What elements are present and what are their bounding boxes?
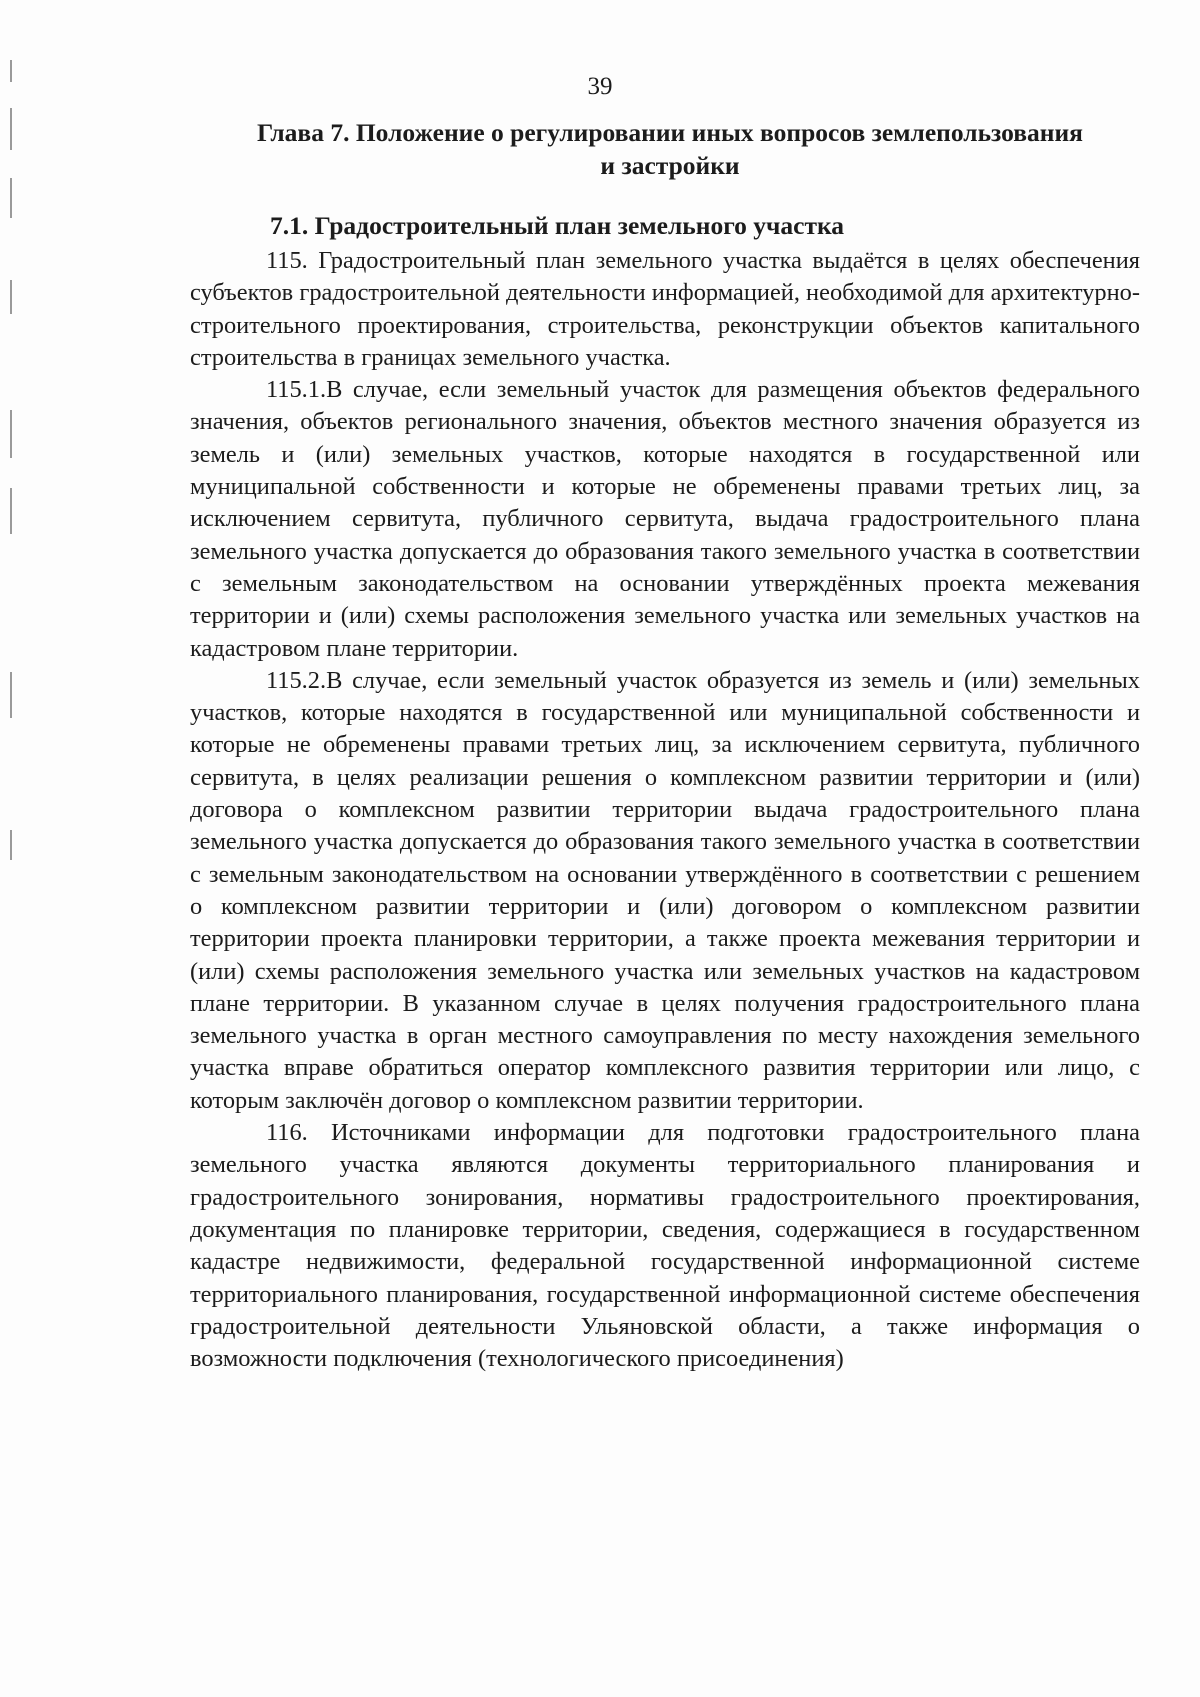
chapter-title-line: и застройки — [600, 151, 740, 180]
scan-margin-mark — [10, 108, 12, 150]
scan-margin-mark — [10, 178, 12, 218]
chapter-title — [200, 116, 1140, 182]
scan-margin-mark — [10, 672, 12, 718]
chapter-title-line: Глава 7. Положение о регулировании иных вопросов землепользования — [257, 118, 1083, 147]
paragraph-115-1: 115.1.В случае, если земельный участок для размещения объектов федерального значения, объектов регионального значения, объектов местного значения образуется из земель и (или) земельных участков, которые находятся в государственной или муниципальной собственности и которые не обременены правами третьих лиц, за исключением сервитута, публичного сервитута, выдача градостроительного плана земельного участка допускается до образования такого земельного участка в соответствии с земельным законодательством на основании утверждённых проекта межевания территории и (или) схемы расположения земельного участка или земельных участков на кадастровом плане территории. — [190, 376, 1140, 662]
scan-margin-mark — [10, 280, 12, 314]
paragraph-115: 115. Градостроительный план земельного участка выдаётся в целях обеспечения субъектов градостроительной деятельности информацией, необходимой для архитектурно-строительного проектирования, строительства, реконструкции объектов капитального строительства в границах земельного участка. — [190, 247, 1140, 371]
scan-margin-mark — [10, 830, 12, 860]
paragraph-115-2: 115.2.В случае, если земельный участок образуется из земель и (или) земельных участков, которые находятся в государственной или муниципальной собственности и которые не обременены правами третьих лиц, за исключением сервитута, публичного сервитута, в целях реализации решения о комплексном развитии территории и (или) договора о комплексном развитии территории выдача градостроительного плана земельного участка допускается до образования такого земельного участка в соответствии с земельным законодательством на основании утверждённого в соответствии с решением о комплексном развитии территории и (или) договором о комплексном развитии территории проекта планировки территории, а также проекта межевания территории и (или) схемы расположения земельного участка или земельных участков на кадастровом плане территории. В указанном случае в целях получения градостроительного плана земельного участка в орган местного самоуправления по месту нахождения земельного участка вправе обратиться оператор комплексного развития территории или лицо, с которым заключён договор о комплексном развитии территории. — [190, 666, 1140, 1114]
section-title: 7.1. Градостроительный план земельного участка — [270, 211, 845, 240]
scan-margin-mark — [10, 410, 12, 458]
paragraph-116: 116. Источниками информации для подготовки градостроительного плана земельного участка являются документы территориального планирования и градостроительного зонирования, нормативы градостроительного проектирования, документация по планировке территории, сведения, содержащиеся в государственном кадастре недвижимости, федеральной государственной информационной системе территориального планирования, государственной информационной системе обеспечения градостроительной деятельности Ульяновской области, а также информация о возможности подключения (технологического присоединения) — [190, 1119, 1140, 1373]
page-number: 39 — [587, 73, 613, 100]
scan-margin-mark — [10, 488, 12, 534]
body-text — [190, 245, 1140, 1375]
scan-margin-marks — [10, 60, 12, 920]
